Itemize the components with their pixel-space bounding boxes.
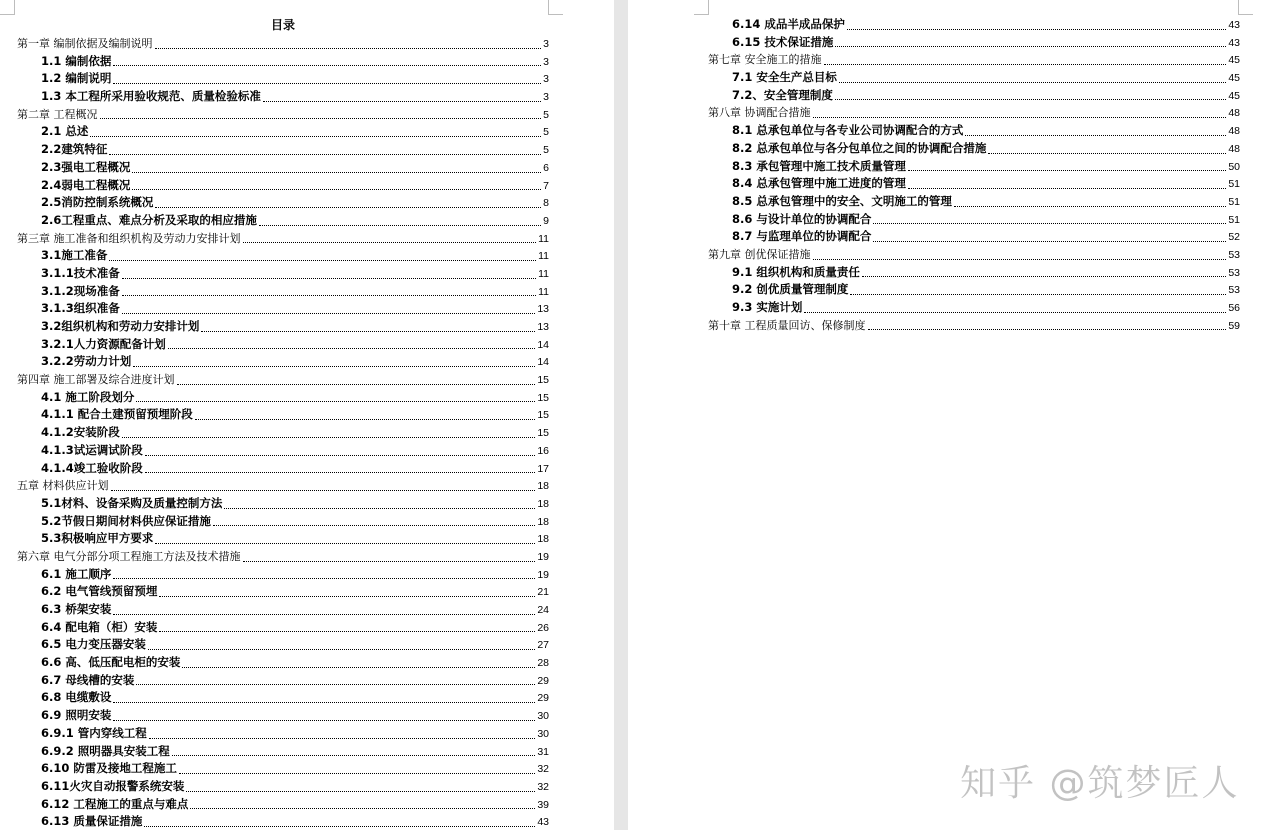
toc-dot-leader: [122, 294, 536, 296]
page-gap: [614, 0, 628, 830]
toc-dot-leader: [224, 507, 535, 509]
toc-dot-leader: [965, 134, 1226, 136]
toc-dot-leader: [155, 542, 535, 544]
toc-page-number: 7: [543, 179, 549, 192]
toc-dot-leader: [122, 436, 536, 438]
toc-page-number: 51: [1228, 178, 1240, 191]
document-page-left: [0, 0, 614, 830]
toc-page-number: 3: [543, 91, 549, 104]
toc-dot-leader: [155, 206, 541, 208]
toc-chapter-entry[interactable]: [17, 371, 549, 389]
toc-entry-label: 6.9.1 管内穿线工程: [41, 725, 147, 740]
toc-entry-label: 第四章 施工部署及综合进度计划: [17, 373, 175, 387]
toc-page-number: 30: [537, 727, 549, 740]
toc-page-number: 48: [1228, 142, 1240, 155]
toc-section-entry[interactable]: [708, 228, 1240, 246]
toc-page-number: 15: [537, 427, 549, 440]
toc-page-number: 56: [1228, 302, 1240, 314]
toc-dot-leader: [873, 222, 1226, 224]
toc-page-number: 9: [543, 214, 549, 227]
toc-chapter-entry[interactable]: [708, 246, 1240, 264]
toc-entry-label: 6.8 电缆敷设: [41, 690, 112, 705]
toc-page-number: 6: [543, 161, 549, 174]
toc-section-entry[interactable]: [17, 53, 549, 71]
toc-dot-leader: [873, 240, 1226, 242]
toc-page-number: 3: [543, 38, 549, 50]
toc-dot-leader: [263, 100, 541, 102]
toc-dot-leader: [850, 293, 1226, 295]
toc-section-entry[interactable]: [17, 70, 549, 88]
toc-section-entry[interactable]: [17, 636, 549, 654]
toc-section-entry[interactable]: [17, 583, 549, 601]
toc-page-number: 31: [537, 745, 549, 758]
toc-section-entry[interactable]: [708, 122, 1240, 140]
toc-dot-leader: [90, 135, 541, 137]
toc-entry-label: 3.2组织机构和劳动力安排计划: [41, 319, 200, 333]
toc-dot-leader: [168, 347, 536, 349]
toc-page-number: 52: [1228, 231, 1240, 244]
toc-entry-label: 第三章 施工准备和组织机构及劳动力安排计划: [17, 231, 241, 245]
page-corner-mark: [0, 0, 15, 15]
toc-entry-label: 6.6 高、低压配电柜的安装: [41, 655, 181, 670]
toc-page-number: 18: [537, 515, 549, 528]
toc-entry-label: 7.2、安全管理制度: [732, 87, 833, 102]
toc-entry-label: 2.6工程重点、难点分析及采取的相应措施: [41, 212, 257, 227]
toc-page-number: 43: [1228, 36, 1240, 49]
toc-entry-label: 3.1.2现场准备: [41, 283, 120, 298]
toc-entry-label: 第十章 工程质量回访、保修制度: [708, 318, 866, 332]
toc-page-number: 5: [543, 126, 549, 139]
toc-section-entry[interactable]: [17, 460, 549, 478]
toc-section-entry[interactable]: [17, 123, 549, 141]
toc-page-number: 30: [537, 710, 549, 723]
toc-section-entry[interactable]: [17, 88, 549, 106]
toc-entry-label: 6.12 工程施工的重点与难点: [41, 796, 189, 811]
toc-dot-leader: [179, 772, 535, 774]
toc-entry-label: 3.2.2劳动力计划: [41, 354, 132, 369]
toc-list-left: [17, 35, 549, 830]
toc-section-entry[interactable]: [17, 601, 549, 619]
toc-chapter-entry[interactable]: [708, 51, 1240, 69]
toc-page-number: 24: [537, 604, 549, 616]
toc-entry-label: 6.15 技术保证措施: [732, 34, 834, 49]
toc-dot-leader: [908, 187, 1226, 189]
toc-page-number: 15: [537, 374, 549, 387]
toc-dot-leader: [908, 169, 1226, 171]
toc-page-number: 8: [543, 197, 549, 210]
toc-section-entry[interactable]: [17, 530, 549, 548]
toc-section-entry[interactable]: [17, 389, 549, 407]
toc-page-number: 18: [537, 480, 549, 493]
toc-chapter-entry[interactable]: [17, 230, 549, 248]
toc-entry-label: 6.2 电气管线预留预埋: [41, 584, 158, 599]
toc-section-entry[interactable]: [708, 299, 1240, 317]
toc-page-number: 29: [537, 674, 549, 687]
toc-entry-label: 6.10 防雷及接地工程施工: [41, 761, 177, 776]
toc-section-entry[interactable]: [708, 211, 1240, 229]
toc-page-number: 45: [1228, 54, 1240, 67]
toc-entry-label: 6.11火灾自动报警系统安装: [41, 778, 185, 793]
toc-entry-label: 8.1 总承包单位与各专业公司协调配合的方式: [732, 123, 964, 138]
toc-dot-leader: [155, 47, 542, 49]
page-corner-mark: [548, 0, 563, 15]
toc-dot-leader: [145, 454, 536, 456]
toc-dot-leader: [847, 28, 1226, 30]
toc-entry-label: 第八章 协调配合措施: [708, 106, 811, 120]
toc-dot-leader: [835, 98, 1226, 100]
toc-section-entry[interactable]: [708, 281, 1240, 299]
toc-section-entry[interactable]: [17, 707, 549, 725]
toc-section-entry[interactable]: [708, 140, 1240, 158]
toc-page-number: 3: [543, 73, 549, 86]
toc-dot-leader: [113, 719, 535, 721]
toc-section-entry[interactable]: [17, 495, 549, 513]
toc-entry-label: 9.1 组织机构和质量责任: [732, 264, 860, 279]
toc-page-number: 29: [537, 692, 549, 705]
toc-dot-leader: [988, 152, 1226, 154]
toc-entry-label: 3.1施工准备: [41, 248, 108, 263]
toc-page-number: 28: [537, 657, 549, 670]
toc-section-entry[interactable]: [17, 566, 549, 584]
toc-dot-leader: [813, 258, 1227, 260]
toc-dot-leader: [243, 241, 537, 243]
toc-dot-leader: [132, 171, 541, 173]
toc-entry-label: 2.3强电工程概况: [41, 159, 131, 174]
toc-entry-label: 2.5消防控制系统概况: [41, 195, 154, 210]
toc-section-entry[interactable]: [17, 654, 549, 672]
toc-page-number: 21: [537, 586, 549, 599]
toc-dot-leader: [113, 577, 535, 579]
toc-chapter-entry[interactable]: [708, 104, 1240, 122]
toc-section-entry[interactable]: [708, 193, 1240, 211]
toc-dot-leader: [136, 400, 535, 402]
toc-entry-label: 8.7 与监理单位的协调配合: [732, 229, 872, 244]
toc-entry-label: 4.1 施工阶段划分: [41, 389, 135, 404]
toc-entry-label: 1.3 本工程所采用验收规范、质量检验标准: [41, 89, 261, 104]
toc-section-entry[interactable]: [17, 300, 549, 318]
toc-page-number: 5: [543, 144, 549, 157]
toc-section-entry[interactable]: [17, 265, 549, 283]
toc-entry-label: 4.1.4竣工验收阶段: [41, 460, 143, 475]
toc-entry-label: 第九章 创优保证措施: [708, 247, 811, 261]
toc-section-entry[interactable]: [17, 141, 549, 159]
toc-section-entry[interactable]: [17, 247, 549, 265]
toc-entry-label: 8.6 与设计单位的协调配合: [732, 211, 872, 226]
toc-section-entry[interactable]: [708, 175, 1240, 193]
toc-dot-leader: [201, 330, 535, 332]
toc-entry-label: 6.3 桥架安装: [41, 602, 112, 616]
toc-section-entry[interactable]: [17, 513, 549, 531]
toc-entry-label: 5.3积极响应甲方要求: [41, 531, 154, 546]
toc-dot-leader: [113, 82, 541, 84]
toc-entry-label: 2.4弱电工程概况: [41, 177, 131, 192]
toc-entry-label: 3.1.1技术准备: [41, 265, 120, 280]
toc-section-entry[interactable]: [708, 87, 1240, 105]
toc-section-entry[interactable]: [17, 159, 549, 177]
toc-dot-leader: [145, 471, 536, 473]
toc-page-number: 32: [537, 763, 549, 776]
toc-section-entry[interactable]: [17, 743, 549, 761]
toc-section-entry[interactable]: [17, 318, 549, 336]
toc-page-number: 39: [537, 798, 549, 811]
toc-title: 目录: [270, 18, 295, 32]
toc-dot-leader: [182, 666, 535, 668]
toc-entry-label: 2.2建筑特征: [41, 142, 108, 157]
toc-page-number: 43: [1228, 19, 1240, 31]
toc-page-number: 18: [537, 533, 549, 546]
toc-dot-leader: [132, 188, 541, 190]
toc-dot-leader: [259, 224, 541, 226]
toc-entry-label: 五章 材料供应计划: [17, 479, 109, 493]
toc-dot-leader: [195, 418, 536, 420]
toc-page-number: 13: [537, 321, 549, 333]
toc-page-number: 48: [1228, 107, 1240, 120]
toc-page-number: 15: [537, 409, 549, 422]
toc-dot-leader: [133, 365, 535, 367]
toc-entry-label: 第二章 工程概况: [17, 107, 98, 121]
toc-page-number: 11: [538, 267, 549, 280]
toc-page-number: 51: [1228, 195, 1240, 208]
toc-page-number: 53: [1228, 284, 1240, 297]
toc-entry-label: 6.9 照明安装: [41, 708, 112, 723]
toc-section-entry[interactable]: [17, 796, 549, 814]
toc-section-entry[interactable]: [17, 442, 549, 460]
toc-entry-label: 4.1.2安装阶段: [41, 425, 120, 440]
toc-entry-label: 5.1材料、设备采购及质量控制方法: [41, 495, 223, 510]
toc-page-number: 15: [537, 391, 549, 404]
toc-dot-leader: [149, 737, 536, 739]
toc-dot-leader: [177, 383, 536, 385]
document-page-right: [628, 0, 1261, 830]
toc-entry-label: 8.4 总承包管理中施工进度的管理: [732, 176, 906, 191]
toc-entry-label: 第一章 编制依据及编制说明: [17, 37, 153, 50]
toc-page-number: 11: [538, 250, 549, 263]
toc-entry-label: 2.1 总述: [41, 124, 89, 139]
toc-dot-leader: [148, 648, 535, 650]
toc-dot-leader: [109, 153, 541, 155]
toc-section-entry[interactable]: [708, 69, 1240, 87]
toc-dot-leader: [186, 790, 535, 792]
toc-list-right: [708, 16, 1240, 334]
toc-entry-label: 第六章 电气分部分项工程施工方法及技术措施: [17, 549, 241, 563]
toc-page-number: 19: [537, 550, 549, 563]
toc-dot-leader: [190, 807, 535, 809]
toc-entry-label: 5.2节假日期间材料供应保证措施: [41, 513, 211, 528]
toc-section-entry[interactable]: [708, 158, 1240, 176]
toc-dot-leader: [868, 328, 1227, 330]
toc-page-number: 16: [537, 444, 549, 457]
toc-entry-label: 6.14 成品半成品保护: [732, 17, 845, 31]
toc-section-entry[interactable]: [708, 264, 1240, 282]
toc-dot-leader: [113, 701, 535, 703]
toc-entry-label: 1.1 编制依据: [41, 53, 112, 68]
toc-entry-label: 8.2 总承包单位与各分包单位之间的协调配合措施: [732, 140, 987, 155]
toc-section-entry[interactable]: [17, 813, 549, 830]
toc-section-entry[interactable]: [17, 778, 549, 796]
toc-chapter-entry[interactable]: [708, 317, 1240, 335]
toc-dot-leader: [954, 205, 1226, 207]
toc-page-number: 32: [537, 780, 549, 793]
toc-page-number: 45: [1228, 89, 1240, 102]
toc-dot-leader: [109, 259, 536, 261]
toc-page-number: 53: [1228, 266, 1240, 279]
toc-section-entry[interactable]: [17, 406, 549, 424]
toc-section-entry[interactable]: [17, 336, 549, 354]
toc-dot-leader: [172, 754, 536, 756]
toc-page-number: 18: [537, 497, 549, 510]
toc-entry-label: 6.5 电力变压器安装: [41, 637, 146, 652]
toc-page-number: 45: [1228, 72, 1240, 85]
toc-page-number: 5: [543, 108, 549, 121]
toc-page-number: 19: [537, 568, 549, 581]
toc-section-entry[interactable]: [17, 283, 549, 301]
toc-entry-label: 3.1.3组织准备: [41, 301, 120, 316]
toc-page-number: 11: [538, 285, 549, 298]
toc-entry-label: 9.3 实施计划: [732, 300, 803, 314]
toc-section-entry[interactable]: [708, 34, 1240, 52]
toc-chapter-entry[interactable]: [17, 35, 549, 53]
toc-page-number: 50: [1228, 160, 1240, 173]
toc-dot-leader: [136, 683, 535, 685]
toc-section-entry[interactable]: [708, 16, 1240, 34]
toc-entry-label: 6.13 质量保证措施: [41, 814, 143, 829]
toc-page-number: 17: [537, 462, 549, 475]
toc-dot-leader: [835, 45, 1226, 47]
toc-section-entry[interactable]: [17, 424, 549, 442]
toc-section-entry[interactable]: [17, 689, 549, 707]
toc-dot-leader: [111, 489, 536, 491]
toc-entry-label: 6.4 配电箱（柜）安装: [41, 619, 158, 634]
toc-entry-label: 1.2 编制说明: [41, 71, 112, 86]
toc-section-entry[interactable]: [17, 672, 549, 690]
toc-section-entry[interactable]: [17, 760, 549, 778]
toc-dot-leader: [122, 312, 536, 314]
toc-page-number: 11: [538, 232, 549, 245]
toc-dot-leader: [243, 560, 536, 562]
toc-chapter-entry[interactable]: [17, 477, 549, 495]
toc-page-number: 14: [537, 338, 549, 351]
toc-section-entry[interactable]: [17, 212, 549, 230]
toc-entry-label: 6.9.2 照明器具安装工程: [41, 743, 170, 758]
toc-dot-leader: [813, 116, 1227, 118]
toc-page-number: 59: [1228, 319, 1240, 332]
toc-dot-leader: [159, 595, 535, 597]
toc-entry-label: 6.7 母线槽的安装: [41, 672, 135, 687]
toc-section-entry[interactable]: [17, 619, 549, 637]
toc-dot-leader: [159, 630, 535, 632]
page-corner-mark: [1238, 0, 1253, 15]
toc-entry-label: 第七章 安全施工的措施: [708, 53, 822, 67]
toc-page-number: 13: [537, 303, 549, 316]
toc-entry-label: 4.1.1 配合土建预留预埋阶段: [41, 407, 193, 422]
toc-entry-label: 3.2.1人力资源配备计划: [41, 336, 166, 351]
toc-entry-label: 8.5 总承包管理中的安全、文明施工的管理: [732, 193, 952, 208]
toc-dot-leader: [144, 825, 535, 827]
toc-entry-label: 9.2 创优质量管理制度: [732, 282, 849, 297]
toc-dot-leader: [113, 64, 541, 66]
watermark: 知乎 @筑梦匠人: [960, 763, 1240, 804]
toc-page-number: 14: [537, 356, 549, 369]
toc-page-number: 53: [1228, 248, 1240, 261]
toc-chapter-entry[interactable]: [17, 106, 549, 124]
toc-entry-label: 7.1 安全生产总目标: [732, 70, 837, 85]
toc-dot-leader: [100, 117, 542, 119]
page-corner-mark: [694, 0, 709, 15]
toc-dot-leader: [862, 275, 1226, 277]
toc-dot-leader: [213, 524, 535, 526]
toc-dot-leader: [804, 311, 1226, 313]
toc-dot-leader: [839, 81, 1226, 83]
toc-section-entry[interactable]: [17, 725, 549, 743]
toc-section-entry[interactable]: [17, 353, 549, 371]
toc-dot-leader: [824, 63, 1227, 65]
toc-section-entry[interactable]: [17, 177, 549, 195]
toc-dot-leader: [113, 613, 535, 615]
toc-dot-leader: [122, 277, 536, 279]
toc-entry-label: 4.1.3试运调试阶段: [41, 442, 143, 457]
toc-section-entry[interactable]: [17, 194, 549, 212]
toc-entry-label: 6.1 施工顺序: [41, 566, 112, 581]
toc-chapter-entry[interactable]: [17, 548, 549, 566]
toc-page-number: 27: [537, 639, 549, 652]
toc-entry-label: 8.3 承包管理中施工技术质量管理: [732, 158, 906, 173]
toc-page-number: 51: [1228, 213, 1240, 226]
toc-page-number: 43: [537, 816, 549, 829]
toc-page-number: 26: [537, 621, 549, 634]
toc-page-number: 3: [543, 55, 549, 68]
toc-page-number: 48: [1228, 125, 1240, 138]
